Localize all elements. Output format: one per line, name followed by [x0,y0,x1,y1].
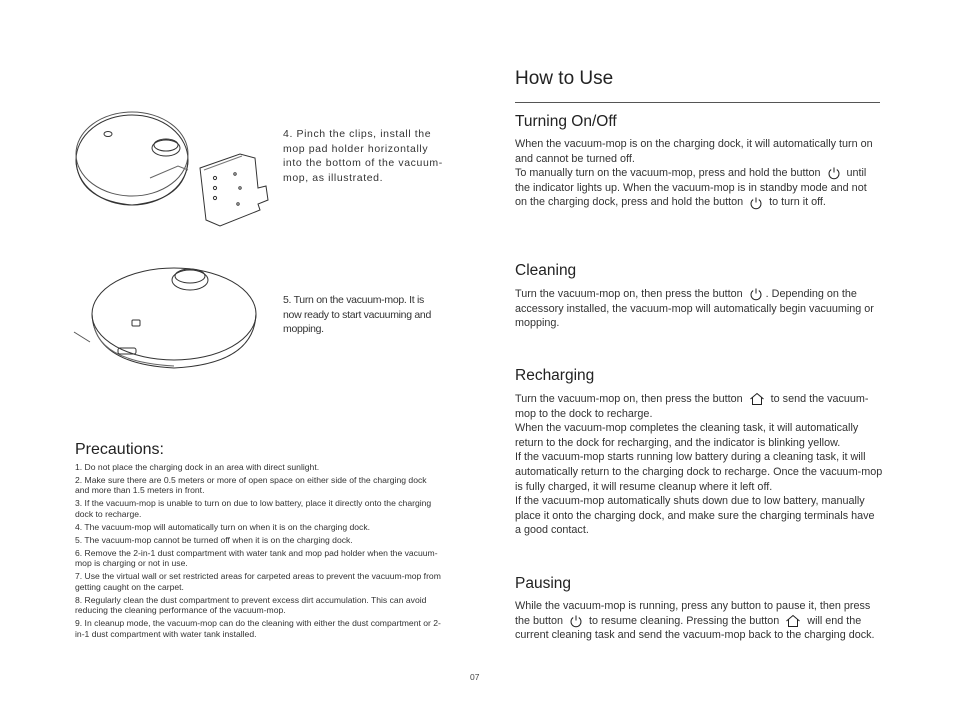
step-4-text: 4. Pinch the clips, install the mop pad holder horizontally into the bottom of the vacuum-mop, as illustrated. [283,128,443,184]
turning-text-a: To manually turn on the vacuum-mop, press and hold the button [515,167,821,180]
power-button-icon [827,166,841,180]
section-title-turning: Turning On/Off [515,113,617,130]
precaution-item: 7. Use the virtual wall or set restricted areas for carpeted areas to prevent the vacuum-mop from getting caught on the carpet. [75,571,441,592]
power-button-icon [749,287,763,301]
precaution-item: 9. In cleanup mode, the vacuum-mop can do the cleaning with either the dust compartment or 2-in-1 dust compartment with water tank installed. [75,618,441,639]
home-button-icon [749,392,765,406]
turning-paragraph-1: When the vacuum-mop is on the charging dock, it will automatically turn on and cannot be turned off. [515,138,873,165]
turning-body [515,137,880,210]
section-title-pausing: Pausing [515,575,572,592]
robot-vacuum-illustration [72,262,272,382]
recharging-paragraph-1 [515,392,883,421]
recharging-paragraph-3: If the vacuum-mop starts running low battery during a cleaning task, it will automatically return to the charging dock to recharge. Once the vacuum-mop is fully charged, it will resume cleanup where it left off. [515,451,883,493]
turning-text-c: to turn it off. [769,196,826,209]
precautions-title: Precautions: [75,441,164,458]
recharging-paragraph-2: When the vacuum-mop completes the cleaning task, it will automatically return to the dock for recharging, and the indicator is blinking yellow. [515,422,859,449]
recharging-text-a: Turn the vacuum-mop on, then press the button [515,393,743,405]
precautions-list [75,462,443,642]
turning-paragraph-2 [515,166,880,210]
page-title: How to Use [515,68,614,89]
power-button-icon [569,614,583,628]
precaution-item: 5. The vacuum-mop cannot be turned off when it is on the charging dock. [75,534,353,545]
precaution-item: 8. Regularly clean the dust compartment to prevent excess dirt accumulation. This can avoid reducing the cleaning performance of the vacuum-mop. [75,594,427,616]
cleaning-text-a: Turn the vacuum-mop on, then press the button [515,288,743,300]
precaution-item: 6. Remove the 2-in-1 dust compartment with water tank and mop pad holder when the vacuum-mop is charging or not in use. [75,548,438,569]
robot-mop-holder-illustration [70,108,280,233]
precaution-item: 2. Make sure there are 0.5 meters or more of open space on either side of the charging dock and more than 1.5 meters in front. [75,475,427,496]
page-number: 07 [470,672,480,682]
turning-text-b: until the indicator lights up. When the vacuum-mop is in standby mode and not on the charging dock, press and hold the button [515,167,867,209]
power-button-icon [749,196,763,210]
pausing-text-c: will end the current cleaning task and send the vacuum-mop back to the charging dock. [515,614,875,642]
precaution-item: 4. The vacuum-mop will automatically turn on when it is on the charging dock. [75,521,371,532]
pausing-text-a: While the vacuum-mop is running, press any button to pause it, then press the button [515,600,871,627]
cleaning-body [515,287,883,331]
section-title-recharging: Recharging [515,367,595,384]
precaution-item: 3. If the vacuum-mop is unable to turn on due to low battery, place it directly onto the charging dock to recharge. [75,498,432,519]
title-divider [515,102,880,103]
recharging-paragraph-4: If the vacuum-mop automatically shuts down due to low battery, manually place it onto the charging dock, and make sure the charging terminals have a good contact. [515,495,875,537]
step-5-text: 5. Turn on the vacuum-mop. It is now ready to start vacuuming and mopping. [283,294,431,336]
section-title-cleaning: Cleaning [515,262,577,279]
pausing-text-b: to resume cleaning. Pressing the button [589,614,780,627]
recharging-text-b: to send the vacuum-mop to the dock to recharge. [515,393,869,420]
precaution-item: 1. Do not place the charging dock in an area with direct sunlight. [75,462,320,472]
cleaning-text-b: . Depending on the accessory installed, the vacuum-mop will automatically begin vacuuming or mopping. [515,288,874,330]
recharging-body [515,392,883,538]
home-button-icon [785,614,801,628]
pausing-body [515,599,883,643]
